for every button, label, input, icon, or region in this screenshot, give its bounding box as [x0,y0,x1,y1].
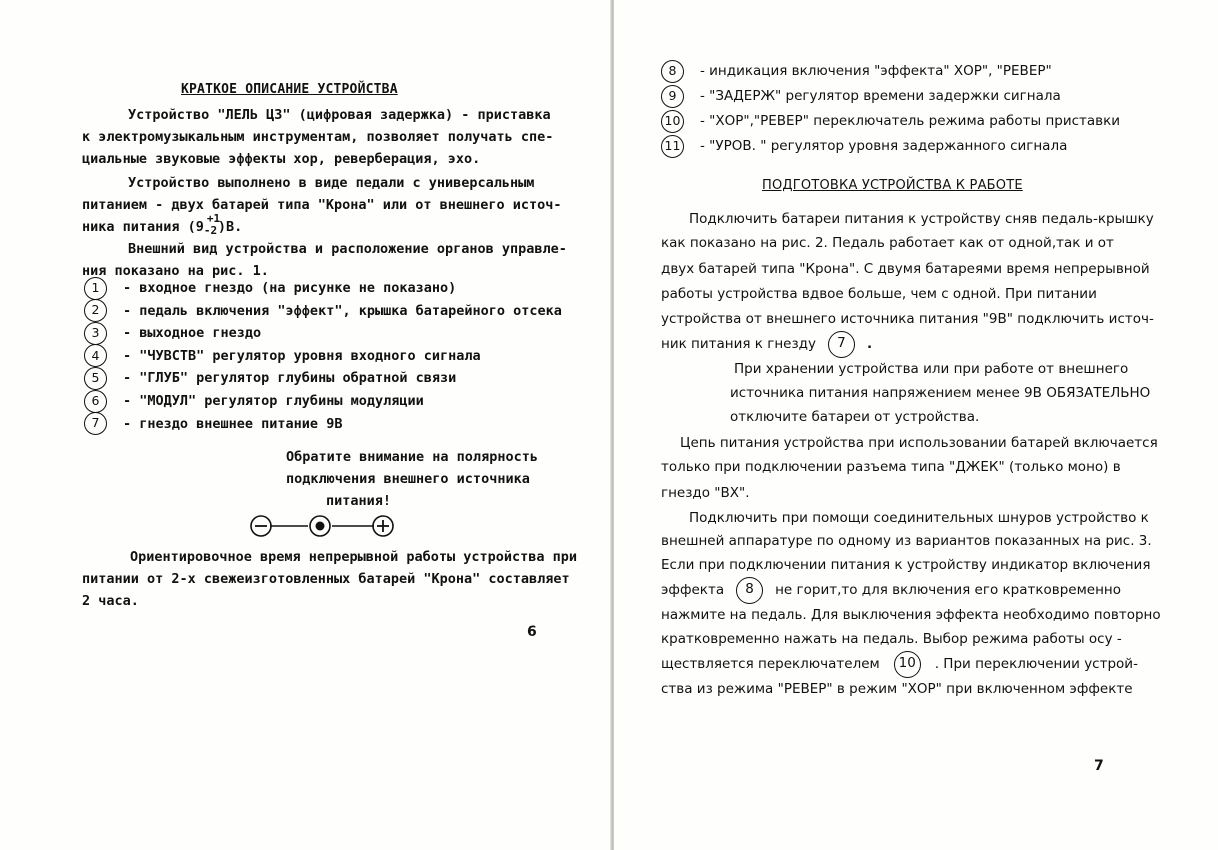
tolerance-minus: -2 [203,224,218,237]
note-line-3: питания! [326,493,392,509]
control-item [84,300,562,322]
prep-line-2: как показано на рис. 2. Педаль работает как от одной,так и от [661,235,1114,251]
item-number-circle: 8 [661,60,684,83]
item-number-circle: 9 [661,85,684,108]
jack-7-ref: 7 [828,331,855,358]
more-line-1: нажмите на педаль. Для выключения эффекта необходимо повторно [661,607,1161,623]
item-text: - "ГЛУБ" регулятор глубины обратной связи [123,370,457,387]
item-text: - "УРОВ. " регулятор уровня задержанного сигнала [700,138,1068,154]
right-page-title: ПОДГОТОВКА УСТРОЙСТВА К РАБОТЕ [762,178,1023,193]
item-number-circle: 1 [84,277,107,300]
tolerance-plus: +1 [206,212,221,225]
switch-line-start: ществляется переключателем [661,656,880,672]
prep-line-6 [661,332,872,356]
left-page-title: КРАТКОЕ ОПИСАНИЕ УСТРОЙСТВА [181,82,398,97]
circuit-line-3: гнездо "ВХ". [661,485,750,501]
intro-line-3: циальные звуковые эффекты хор, реверберация, эхо. [82,151,481,167]
intro-line-2: к электромузыкальным инструментам, позволяет получать спе- [82,129,554,145]
item-number-circle: 6 [84,390,107,413]
item-number-circle: 7 [84,412,107,435]
effect-line-end: не горит,то для включения его кратковременно [775,582,1122,598]
prep-line-4: работы устройства вдвое больше, чем с одной. При питании [661,286,1097,302]
item-text: - "ЧУВСТВ" регулятор уровня входного сигнала [123,347,481,364]
time-line-3: 2 часа. [82,593,139,609]
switch-10-ref: 10 [894,651,921,678]
prep-line-1: Подключить батареи питания к устройству сняв педаль-крышку [689,211,1154,227]
last-line: ства из режима "РЕВЕР" в режим "ХОР" при включенном эффекте [661,681,1133,697]
time-line-2: питании от 2-х свежеизготовленных батарей "Крона" составляет [82,571,570,587]
connect-line-3: Если при подключении питания к устройству индикатор включения [661,557,1151,573]
connect-line-2: внешней аппаратуре по одному из вариантов показанных на рис. 3. [661,533,1152,549]
control-item [84,322,261,344]
control-item [84,390,424,412]
voltage-tolerance [203,212,221,237]
control-item [661,135,1067,157]
item-text: - "ЗАДЕРЖ" регулятор времени задержки сигнала [700,88,1061,104]
circuit-line-2: только при подключении разъема типа "ДЖЕК" (только моно) в [661,459,1121,475]
note-line-1: Обратите внимание на полярность [286,449,538,465]
intro-line-1: Устройство "ЛЕЛЬ ЦЗ" (цифровая задержка) - приставка [128,107,551,123]
storage-line-3: отключите батареи от устройства. [730,409,980,425]
power-line-3-start: ника питания (9 [82,219,204,235]
control-item [661,85,1061,107]
prep-line-6-end: . [866,336,873,352]
power-line-1: Устройство выполнено в виде педали с универсальным [128,175,535,191]
control-item [84,413,342,435]
item-number-circle: 10 [661,110,684,133]
item-text: - педаль включения "эффект", крышка батарейного отсека [123,302,562,319]
note-line-2: подключения внешнего источника [286,471,530,487]
control-item [84,367,456,389]
control-item [84,345,481,367]
more-line-2: кратковременно нажать на педаль. Выбор режима работы осу - [661,631,1122,647]
prep-line-3: двух батарей типа "Крона". С двумя батареями время непрерывной [661,261,1150,277]
right-page [614,0,1218,850]
item-number-circle: 4 [84,344,107,367]
power-line-3-end: )В. [217,219,243,235]
circuit-line-1: Цепь питания устройства при использовании батарей включается [680,435,1158,451]
view-line-1: Внешний вид устройства и расположение органов управле- [128,241,567,257]
connect-line-1: Подключить при помощи соединительных шнуров устройство к [689,510,1149,526]
item-text: - гнездо внешнее питание 9В [123,415,343,432]
indicator-8-ref: 8 [736,577,763,604]
effect-line-start: эффекта [661,582,725,598]
item-text: - "ХОР","РЕВЕР" переключатель режима работы приставки [700,113,1121,129]
item-number-circle: 11 [661,135,684,158]
power-line-2: питанием - двух батарей типа "Крона" или от внешнего источ- [82,197,562,213]
control-item [84,277,456,299]
storage-line-1: При хранении устройства или при работе от внешнего [734,361,1129,377]
item-text: - индикация включения "эффекта" ХОР", "РЕВЕР" [700,63,1052,79]
prep-line-6-start: ник питания к гнезду [661,336,816,352]
item-number-circle: 5 [84,367,107,390]
page-number-right: 7 [1094,758,1104,774]
item-text: - "МОДУЛ" регулятор глубины модуляции [123,393,424,409]
prep-line-5: устройства от внешнего источника питания "9В" подключить источ- [661,311,1154,327]
item-text: - входное гнездо (на рисунке не показано) [123,280,457,296]
center-pin-dot [316,522,325,531]
item-number-circle: 2 [84,299,107,322]
effect-line [661,578,1121,602]
polarity-note [286,446,538,512]
polarity-diagram [248,512,396,540]
item-text: - выходное гнездо [123,325,262,342]
power-line-3 [82,212,243,237]
time-line-1: Ориентировочное время непрерывной работы устройства при [130,549,578,565]
control-item [661,60,1052,82]
page-number-left: 6 [527,624,537,640]
switch-line [661,651,1138,677]
switch-line-end: . При переключении устрой- [934,656,1138,672]
item-number-circle: 3 [84,322,107,345]
storage-line-2: источника питания напряжением менее 9В ОБЯЗАТЕЛЬНО [730,385,1151,401]
view-line-2: ния показано на рис. 1. [82,263,269,279]
control-item [661,110,1120,132]
